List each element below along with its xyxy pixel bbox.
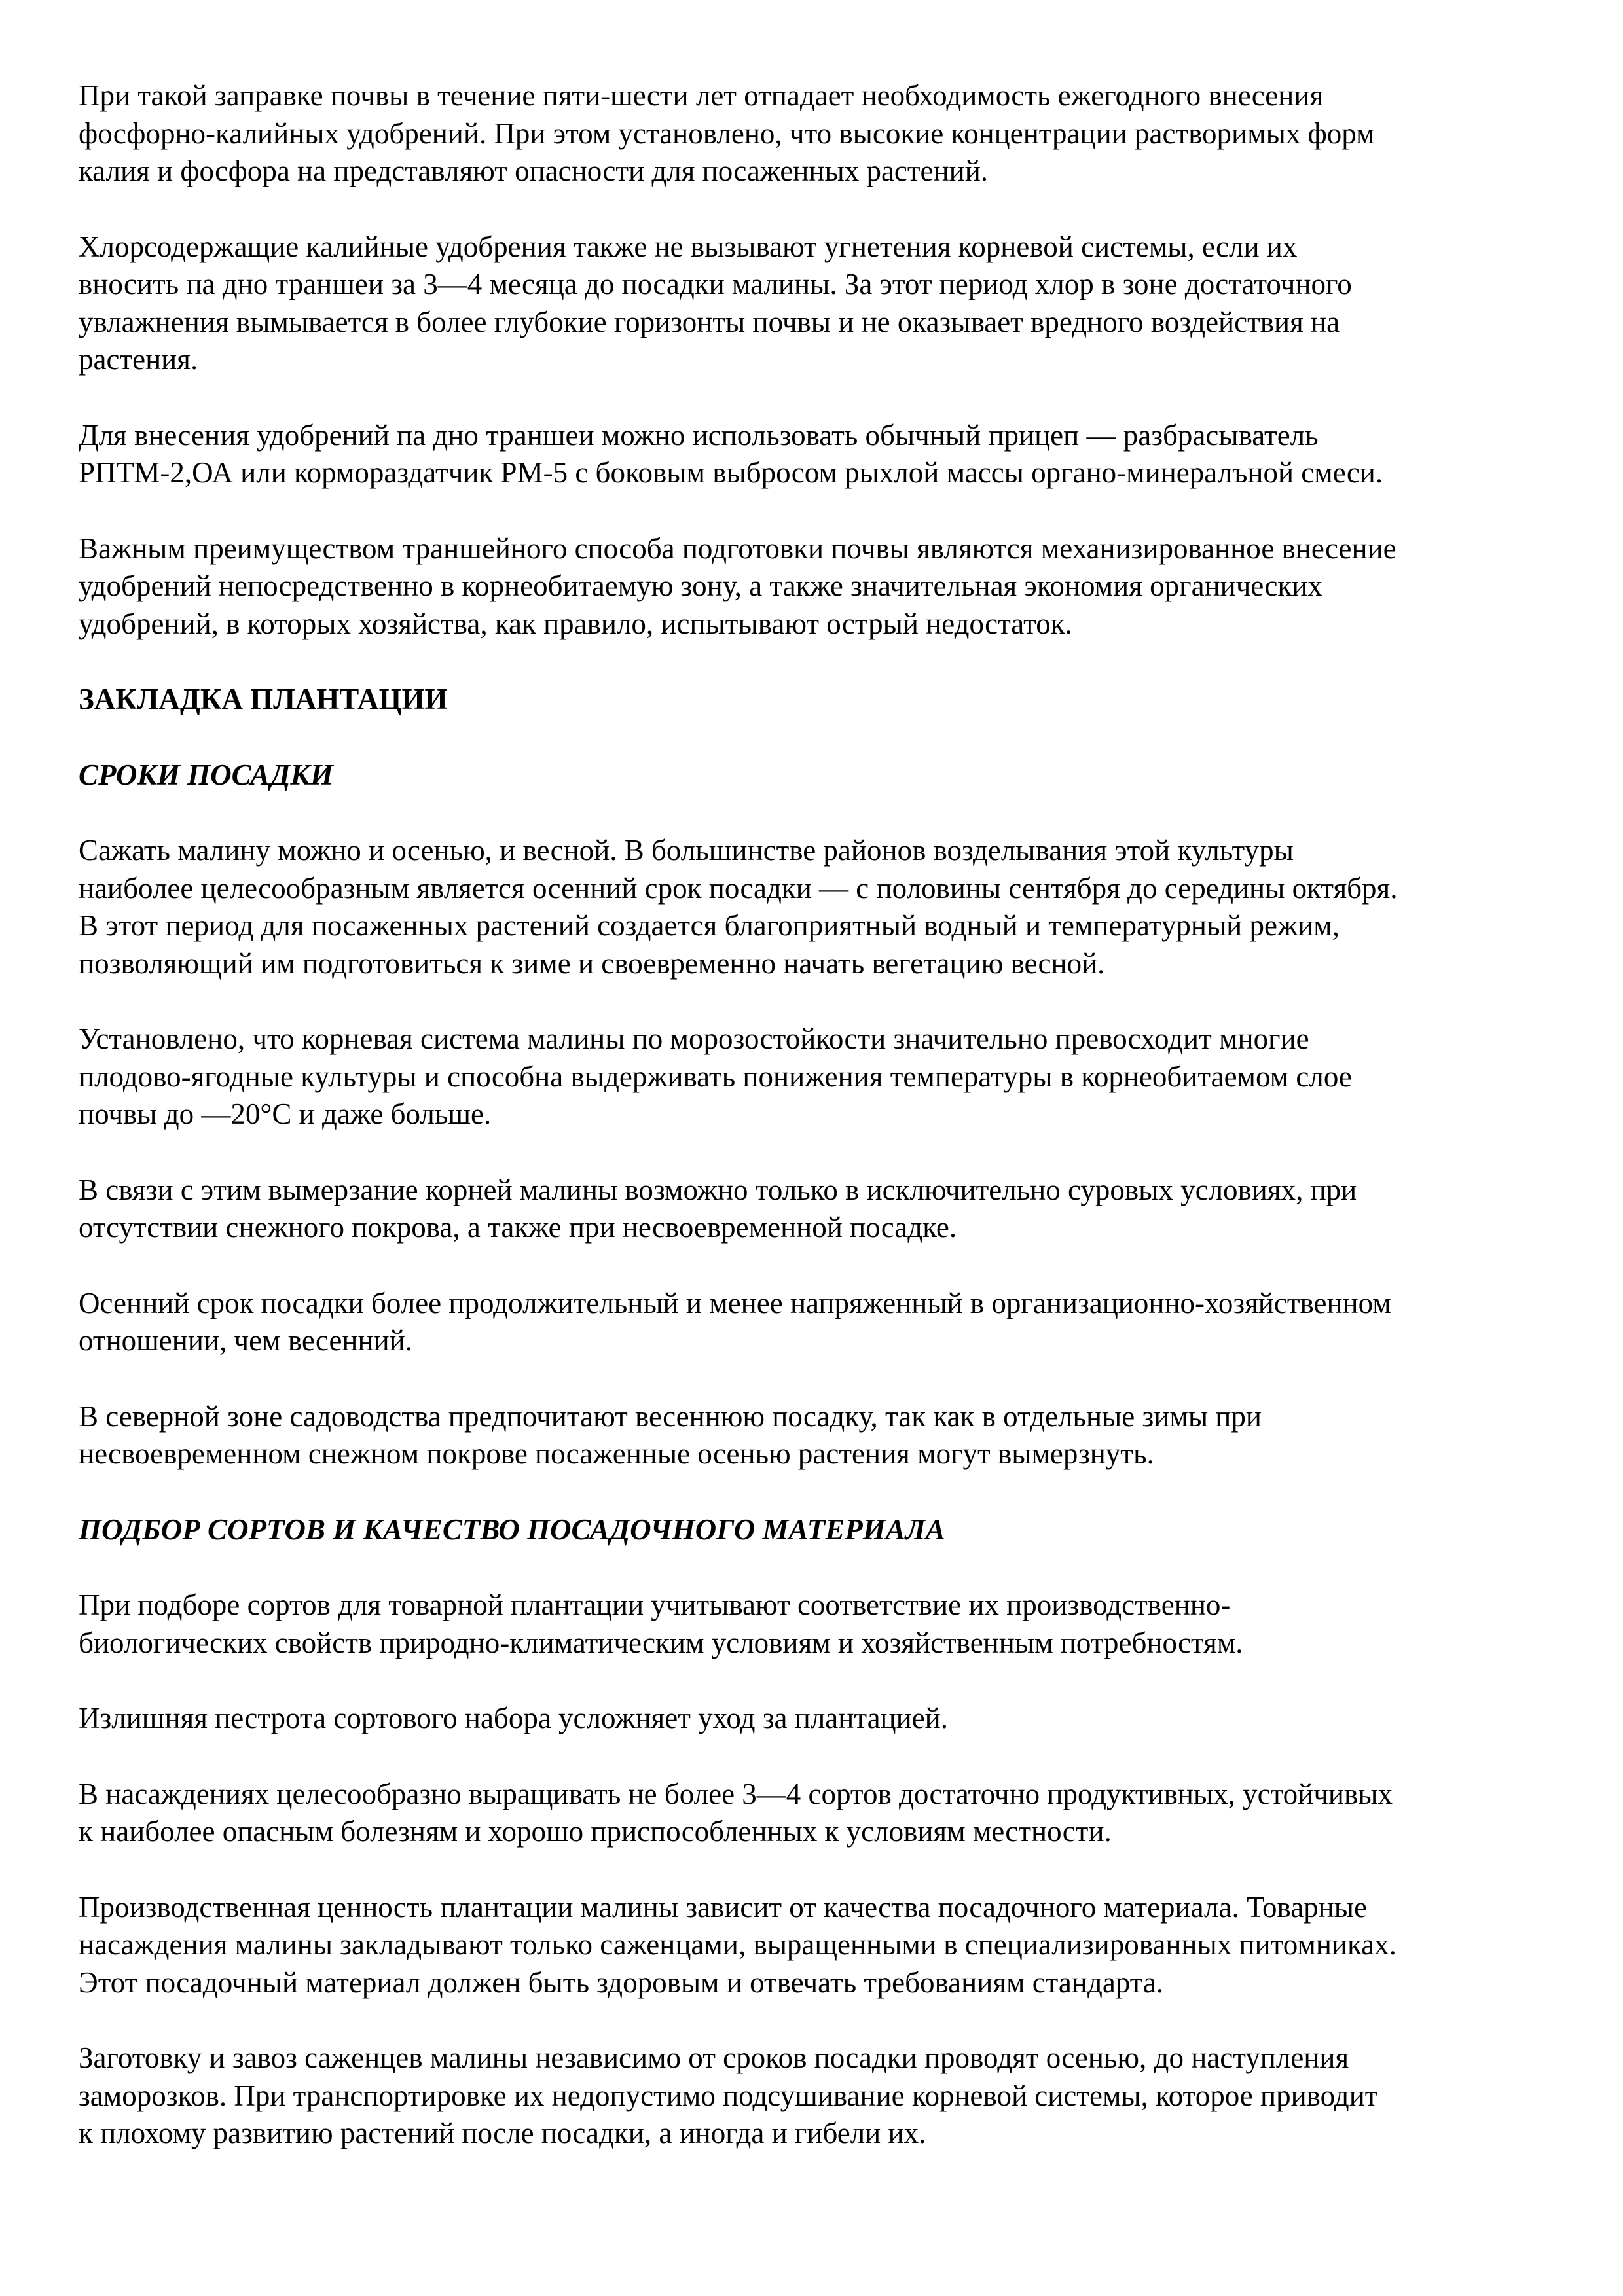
section-heading: ЗАКЛАДКА ПЛАНТАЦИИ: [79, 683, 448, 715]
paragraph: [79, 1889, 1552, 2002]
text-line: удобрений непосредственно в корнеобитаемую зону, а также значительная экономия органических: [79, 569, 1322, 602]
text-line: плодово-ягодные культуры и способна выдерживать понижения температуры в корнеобитаемом слое: [79, 1060, 1352, 1093]
paragraph: [79, 530, 1552, 643]
text-line: При такой заправке почвы в течение пяти-шести лет отпадает необходимость ежегодного внесения: [79, 79, 1324, 112]
text-line: Важным преимуществом траншейного способа подготовки почвы являются механизированное внесение: [79, 531, 1396, 565]
text-line: почвы до —20°С и даже больше.: [79, 1098, 492, 1130]
paragraph: [79, 832, 1552, 982]
paragraph: [79, 1398, 1552, 1473]
text-line: заморозков. При транспортировке их недопустимо подсушивание корневой системы, которое приводит: [79, 2079, 1378, 2112]
paragraph: [79, 1285, 1552, 1360]
text-line: калия и фосфора на представляют опасности для посаженных растений.: [79, 154, 989, 187]
paragraph: [79, 417, 1552, 492]
text-line: РПТМ-2,ОА или кормораздатчик РМ-5 с боковым выбросом рыхлой массы органо-минералъной смеси.: [79, 456, 1383, 489]
text-line: насаждения малины закладывают только саженцами, выращенными в специализированных питомниках.: [79, 1928, 1396, 1961]
text-line: биологических свойств природно-климатическим условиям и хозяйственным потребностям.: [79, 1626, 1243, 1659]
paragraph: [79, 1700, 1552, 1738]
paragraph: [79, 1587, 1552, 1662]
document-page: [79, 77, 1552, 2191]
text-line: позволяющий им подготовиться к зиме и своевременно начать вегетацию весной.: [79, 946, 1105, 980]
text-line: фосфорно-калийных удобрений. При этом установлено, что высокие концентрации растворимых форм: [79, 117, 1375, 150]
text-line: Установлено, что корневая система малины по морозостойкости значительно превосходит многие: [79, 1022, 1309, 1055]
text-line: Излишняя пестрота сортового набора усложняет уход за плантацией.: [79, 1702, 949, 1734]
text-line: В связи с этим вымерзание корней малины возможно только в исключительно суровых условиях, при: [79, 1173, 1357, 1206]
text-line: В северной зоне садоводства предпочитают весеннюю посадку, так как в отдельные зимы при: [79, 1399, 1262, 1433]
text-line: Осенний срок посадки более продолжительный и менее напряженный в организационно-хозяйственном: [79, 1286, 1391, 1319]
text-line: Производственная ценность плантации малины зависит от качества посадочного материала. Товарные: [79, 1890, 1367, 1924]
text-line: Для внесения удобрений па дно траншеи можно использовать обычный прицеп — разбрасыватель: [79, 418, 1319, 452]
text-line: отсутствии снежного покрова, а также при несвоевременной посадке.: [79, 1211, 957, 1244]
text-line: Сажать малину можно и осенью, и весной. В большинстве районов возделывания этой культуры: [79, 834, 1294, 867]
text-line: несвоевременном снежном покрове посаженные осенью растения могут вымерзнуть.: [79, 1437, 1154, 1470]
paragraph: [79, 1020, 1552, 1134]
text-line: отношении, чем весенний.: [79, 1324, 413, 1357]
subsection-heading: ПОДБОР СОРТОВ И КАЧЕСТВО ПОСАДОЧНОГО МАТЕРИАЛА: [79, 1513, 945, 1546]
subsection-heading: СРОКИ ПОСАДКИ: [79, 758, 333, 791]
text-line: растения.: [79, 343, 198, 376]
text-line: В этот период для посаженных растений создается благоприятный водный и температурный режим,: [79, 909, 1340, 942]
text-line: Этот посадочный материал должен быть здоровым и отвечать требованиям стандарта.: [79, 1965, 1164, 1999]
text-line: Заготовку и завоз саженцев малины независимо от сроков посадки проводят осенью, до наступления: [79, 2041, 1349, 2074]
paragraph: [79, 2039, 1552, 2153]
text-line: вносить па дно траншеи за 3—4 месяца до посадки малины. За этот период хлор в зоне достаточного: [79, 268, 1352, 300]
text-line: наиболее целесообразным является осенний срок посадки — с половины сентября до середины октября.: [79, 871, 1398, 905]
paragraph: [79, 1172, 1552, 1247]
text-line: Хлорсодержащие калийные удобрения также не вызывают угнетения корневой системы, если их: [79, 230, 1298, 263]
text-line: В насаждениях целесообразно выращивать не более 3—4 сортов достаточно продуктивных, устойчивых: [79, 1777, 1393, 1810]
paragraph: [79, 77, 1552, 190]
text-line: к наиболее опасным болезням и хорошо приспособленных к условиям местности.: [79, 1815, 1112, 1848]
text-line: увлажнения вымывается в более глубокие горизонты почвы и не оказывает вредного воздействия на: [79, 305, 1340, 338]
text-line: к плохому развитию растений после посадки, а иногда и гибели их.: [79, 2117, 926, 2149]
text-line: При подборе сортов для товарной плантации учитывают соответствие их производственно-: [79, 1588, 1231, 1621]
paragraph: [79, 228, 1552, 379]
paragraph: [79, 1776, 1552, 1851]
text-line: удобрений, в которых хозяйства, как правило, испытывают острый недостаток.: [79, 607, 1072, 640]
